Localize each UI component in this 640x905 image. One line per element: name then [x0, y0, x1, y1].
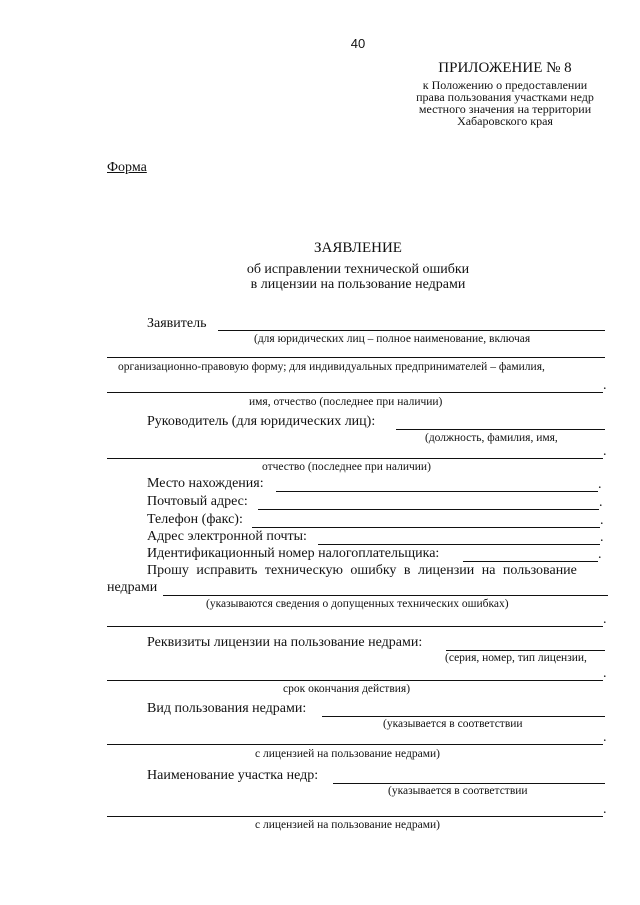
document-subtitle: [0, 262, 640, 292]
request-text-2: недрами: [107, 580, 158, 595]
location-dot: .: [598, 477, 602, 492]
license-details-label: Реквизиты лицензии на пользование недрами:: [147, 635, 423, 650]
usage-type-dot: .: [603, 730, 607, 745]
page-number: 40: [350, 36, 366, 51]
phone-label: Телефон (факс):: [147, 512, 243, 527]
applicant-dot: .: [603, 378, 607, 393]
annex-subtitle-line: Хабаровского края: [457, 114, 553, 128]
location-label: Место нахождения:: [147, 476, 264, 491]
usage-type-label: Вид пользования недрами:: [147, 701, 307, 716]
usage-type-input-line-2[interactable]: [107, 744, 603, 745]
request-text: Прошу исправить техническую ошибку в лицензии на пользование: [147, 563, 577, 578]
plot-name-label: Наименование участка недр:: [147, 768, 319, 783]
director-label: Руководитель (для юридических лиц):: [147, 414, 376, 429]
phone-input-line[interactable]: [252, 527, 600, 528]
usage-type-input-line[interactable]: [322, 716, 605, 717]
document-title: ЗАЯВЛЕНИЕ: [314, 240, 402, 256]
document-subtitle-line: в лицензии на пользование недрами: [250, 277, 466, 292]
applicant-input-line[interactable]: [218, 330, 605, 331]
request-dot: .: [603, 612, 607, 627]
request-input-line-2[interactable]: [107, 626, 603, 627]
license-details-input-line[interactable]: [446, 650, 605, 651]
request-hint: (указываются сведения о допущенных технических ошибках): [206, 598, 509, 610]
plot-name-hint-1: (указывается в соответствии: [388, 785, 528, 797]
request-input-line[interactable]: [163, 595, 608, 596]
usage-type-hint-1: (указывается в соответствии: [383, 718, 523, 730]
location-input-line[interactable]: [276, 491, 598, 492]
annex-subtitle: [400, 79, 610, 127]
applicant-hint-3: имя, отчество (последнее при наличии): [249, 396, 443, 408]
document-subtitle-line: об исправлении технической ошибки: [246, 262, 470, 277]
director-hint-1: (должность, фамилия, имя,: [425, 432, 558, 444]
postal-address-input-line[interactable]: [258, 509, 599, 510]
email-dot: .: [600, 530, 604, 545]
inn-input-line[interactable]: [463, 561, 598, 562]
license-details-hint-1: (серия, номер, тип лицензии,: [445, 652, 587, 664]
phone-dot: .: [600, 513, 604, 528]
director-dot: .: [603, 444, 607, 459]
annex-subtitle-line: местного значения на территории: [418, 102, 592, 116]
annex-subtitle-line: права пользования участками недр: [416, 90, 594, 104]
postal-address-dot: .: [599, 495, 603, 510]
applicant-label: Заявитель: [147, 316, 207, 331]
usage-type-hint-2: с лицензией на пользование недрами): [255, 748, 440, 760]
applicant-input-line-2[interactable]: [107, 357, 605, 358]
inn-dot: .: [598, 547, 602, 562]
applicant-input-line-3[interactable]: [107, 392, 603, 393]
director-input-line-2[interactable]: [107, 458, 603, 459]
plot-name-input-line-2[interactable]: [107, 816, 603, 817]
plot-name-input-line[interactable]: [333, 783, 605, 784]
plot-name-dot: .: [603, 802, 607, 817]
license-details-input-line-2[interactable]: [107, 680, 603, 681]
email-label: Адрес электронной почты:: [147, 529, 307, 544]
email-input-line[interactable]: [318, 544, 600, 545]
postal-address-label: Почтовый адрес:: [147, 494, 248, 509]
license-details-hint-2: срок окончания действия): [283, 683, 411, 695]
applicant-hint-2: организационно-правовую форму; для индивидуальных предпринимателей – фамилия,: [118, 361, 545, 373]
form-label: Форма: [107, 160, 147, 175]
director-hint-2: отчество (последнее при наличии): [262, 461, 431, 473]
applicant-hint-1: (для юридических лиц – полное наименование, включая: [254, 333, 531, 345]
plot-name-hint-2: с лицензией на пользование недрами): [255, 819, 440, 831]
annex-subtitle-line: к Положению о предоставлении: [422, 78, 588, 92]
annex-title: ПРИЛОЖЕНИЕ № 8: [438, 60, 572, 76]
director-input-line[interactable]: [396, 429, 605, 430]
inn-label: Идентификационный номер налогоплательщика:: [147, 546, 440, 561]
license-details-dot: .: [603, 666, 607, 681]
